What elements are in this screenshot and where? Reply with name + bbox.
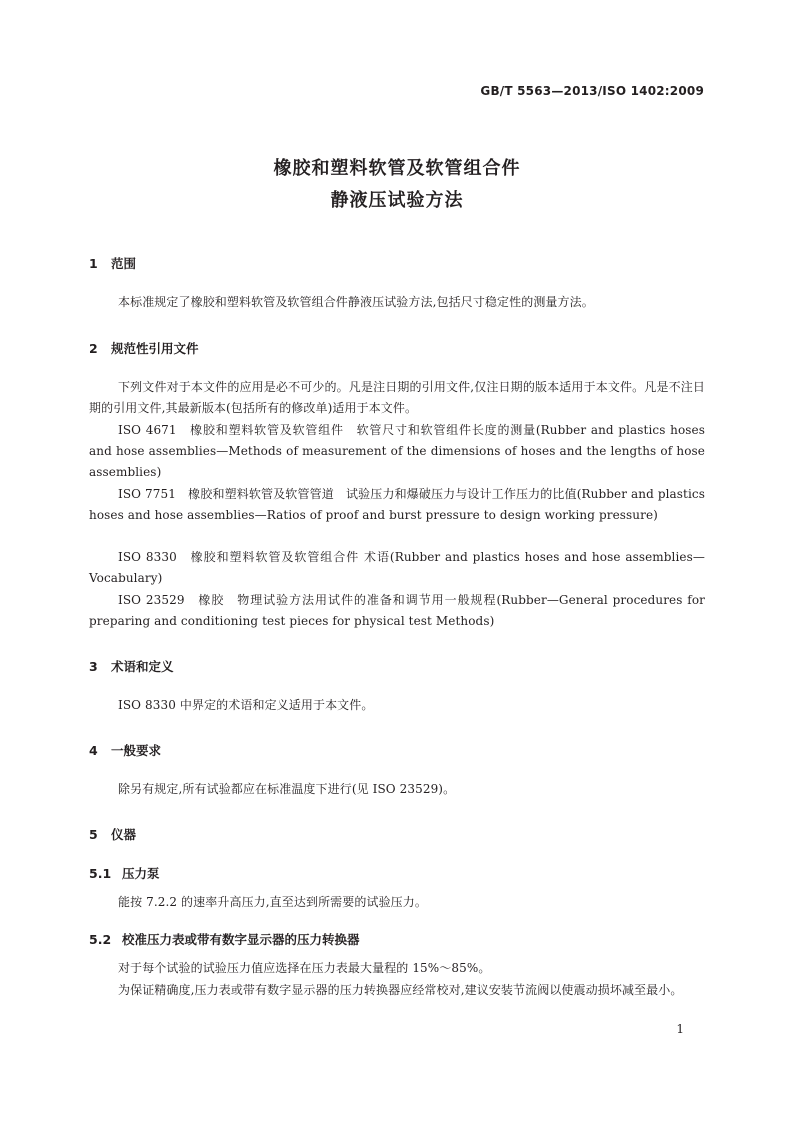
section-number: 1 bbox=[89, 256, 98, 271]
section-number: 5.1 bbox=[89, 866, 112, 881]
document-title-line1: 橡胶和塑料软管及软管组合件 bbox=[273, 158, 521, 179]
reference-iso-4671: ISO 4671 橡胶和塑料软管及软管组件 软管尺寸和软管组件长度的测量(Rubber and plastics hoses and hose assemblies—Methods of measurement of the dimensions of hoses and the lengths of hose assemblies) bbox=[89, 423, 705, 479]
standard-code: GB/T 5563—2013/ISO 1402:2009 bbox=[480, 84, 704, 98]
subsection-heading-pressure-pump bbox=[89, 864, 160, 882]
section-heading-normative-references bbox=[89, 339, 199, 357]
section-heading-scope bbox=[89, 254, 136, 272]
section-title: 校准压力表或带有数字显示器的压力转换器 bbox=[122, 932, 360, 947]
section-number: 5 bbox=[89, 827, 98, 842]
section-title: 压力泵 bbox=[122, 866, 160, 881]
section-title: 范围 bbox=[111, 256, 137, 271]
page-number: 1 bbox=[676, 1022, 684, 1036]
paragraph-references-intro: 下列文件对于本文件的应用是必不可少的。凡是注日期的引用文件,仅注日期的版本适用于本文件。凡是不注日期的引用文件,其最新版本(包括所有的修改单)适用于本文件。 bbox=[89, 380, 705, 415]
document-title-line2: 静液压试验方法 bbox=[330, 190, 464, 211]
section-title: 术语和定义 bbox=[111, 659, 174, 674]
section-number: 4 bbox=[89, 743, 98, 758]
section-number: 5.2 bbox=[89, 932, 112, 947]
reference-iso-7751: ISO 7751 橡胶和塑料软管及软管管道 试验压力和爆破压力与设计工作压力的比值(Rubber and plastics hoses and hose assemblies—Ratios of proof and burst pressure to design working pressure) bbox=[89, 487, 705, 522]
paragraph-general-requirements: 除另有规定,所有试验都应在标准温度下进行(见 ISO 23529)。 bbox=[118, 782, 456, 796]
paragraph-gauge-range: 对于每个试验的试验压力值应选择在压力表最大量程的 15%～85%。 bbox=[118, 961, 491, 975]
section-heading-general-requirements bbox=[89, 741, 161, 759]
section-title: 仪器 bbox=[111, 827, 137, 842]
paragraph-gauge-accuracy: 为保证精确度,压力表或带有数字显示器的压力转换器应经常校对,建议安装节流阀以使震动损坏减至最小。 bbox=[118, 983, 683, 997]
section-number: 2 bbox=[89, 341, 98, 356]
paragraph-scope: 本标准规定了橡胶和塑料软管及软管组合件静液压试验方法,包括尺寸稳定性的测量方法。 bbox=[118, 295, 594, 309]
section-title: 一般要求 bbox=[111, 743, 162, 758]
subsection-heading-pressure-gauge bbox=[89, 930, 360, 948]
section-heading-apparatus bbox=[89, 825, 136, 843]
reference-iso-8330: ISO 8330 橡胶和塑料软管及软管组合件 术语(Rubber and plastics hoses and hose assemblies—Vocabulary) bbox=[89, 550, 705, 585]
paragraph-terms: ISO 8330 中界定的术语和定义适用于本文件。 bbox=[118, 698, 374, 712]
section-title: 规范性引用文件 bbox=[111, 341, 199, 356]
section-number: 3 bbox=[89, 659, 98, 674]
paragraph-pressure-pump: 能按 7.2.2 的速率升高压力,直至达到所需要的试验压力。 bbox=[118, 895, 427, 909]
section-heading-terms bbox=[89, 657, 174, 675]
reference-iso-23529: ISO 23529 橡胶 物理试验方法用试件的准备和调节用一般规程(Rubber—General procedures for preparing and conditioning test pieces for physical test Methods) bbox=[89, 593, 705, 628]
